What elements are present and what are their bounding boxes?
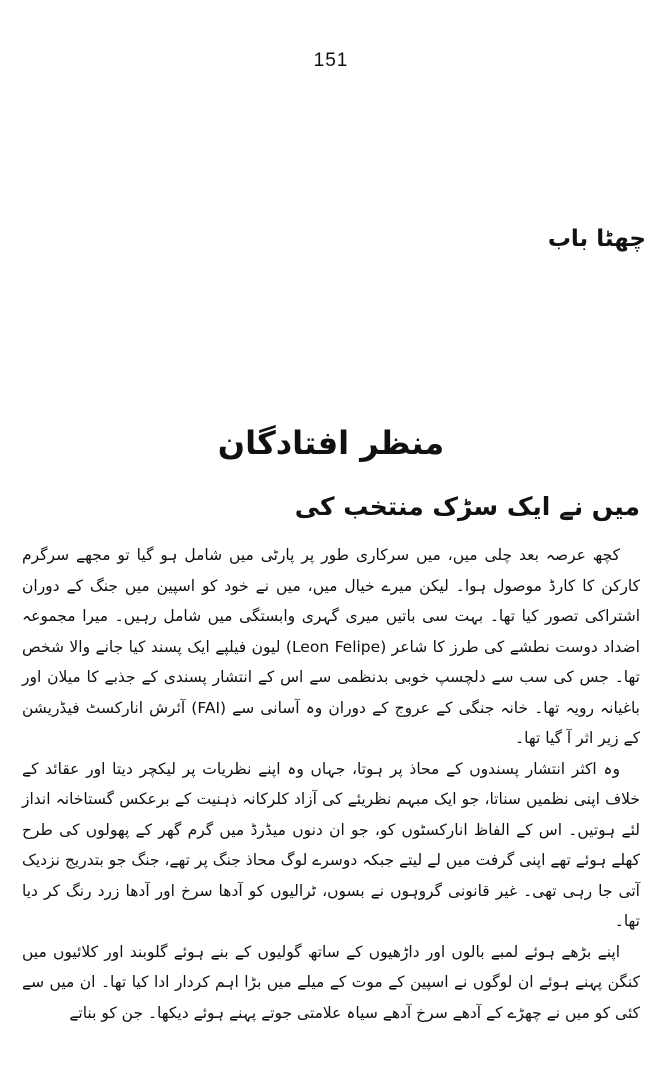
body-text: [22, 540, 640, 1028]
paragraph-3: اپنے بڑھے ہوئے لمبے بالوں اور داڑھیوں کے ساتھ گولیوں کے بنے ہوئے گلوبند اور کلائیوں میں کنگن پہنے ہوئے ان لوگوں نے اسپین کے موت کے میلے میں بڑا اہم کردار ادا کیا تھا۔ ان میں سے کئی کو میں نے چھڑے کے آدھے سرخ آدھے سیاہ علامتی جوتے پہنے ہوئے دیکھا۔ جن کو بناتے: [22, 942, 640, 1022]
paragraph-2: وہ اکثر انتشار پسندوں کے محاذ پر ہوتا، جہاں وہ اپنے نظریات پر لیکچر دیتا اور عقائد کے خلاف اپنی نظمیں سناتا، جو ایک مبہم نظریئے کی آزاد کلرکانہ ذہنیت کے برعکس گستاخانہ انداز لئے ہوتیں۔ اس کے الفاظ انارکسٹوں کو، جو ان دنوں میڈرڈ میں گرم گھر کے پھولوں کی طرح کھلے ہوئے تھے اپنی گرفت میں لے لیتے جبکہ دوسرے لوگ محاذ جنگ پر تھے، جنگ جو بتدریج نزدیک آتی جا رہی تھی۔ غیر قانونی گروہوں نے بسوں، ٹرالیوں کو آدھا سرخ اور آدھا زرد رنگ کر دیا تھا۔: [22, 759, 640, 930]
section-subtitle: میں نے ایک سڑک منتخب کی: [294, 492, 640, 521]
chapter-title: منظر افتادگان: [217, 424, 445, 462]
page-number: 151: [313, 50, 349, 71]
chapter-label: چھٹا باب: [547, 226, 646, 252]
paragraph-1: کچھ عرصہ بعد چلی میں، میں سرکاری طور پر پارٹی میں شامل ہو گیا تو مجھے سرگرم کارکن کا کارڈ موصول ہوا۔ لیکن میرے خیال میں، میں نے خود کو اسپین میں جنگ کے دوران اشتراکی تصور کیا تھا۔ بہت سی باتیں میری گہری وابستگی میں شامل رہیں۔ میرا مجموعہ اضداد دوست نطشے کی طرز کا شاعر (Leon Felipe) لیون فیلپے ایک پسند کیا جانے والا شخص تھا۔ جس کی سب سے دلچسپ خوبی بدنظمی سے اس کے انتشار پسندی کے جذبے کا میلان اور باغیانہ رویہ تھا۔ خانہ جنگی کے عروج کے دوران وہ آسانی سے (FAI) آئرش انارکسٹ فیڈریشن کے زیر اثر آ گیا تھا۔: [22, 546, 640, 747]
